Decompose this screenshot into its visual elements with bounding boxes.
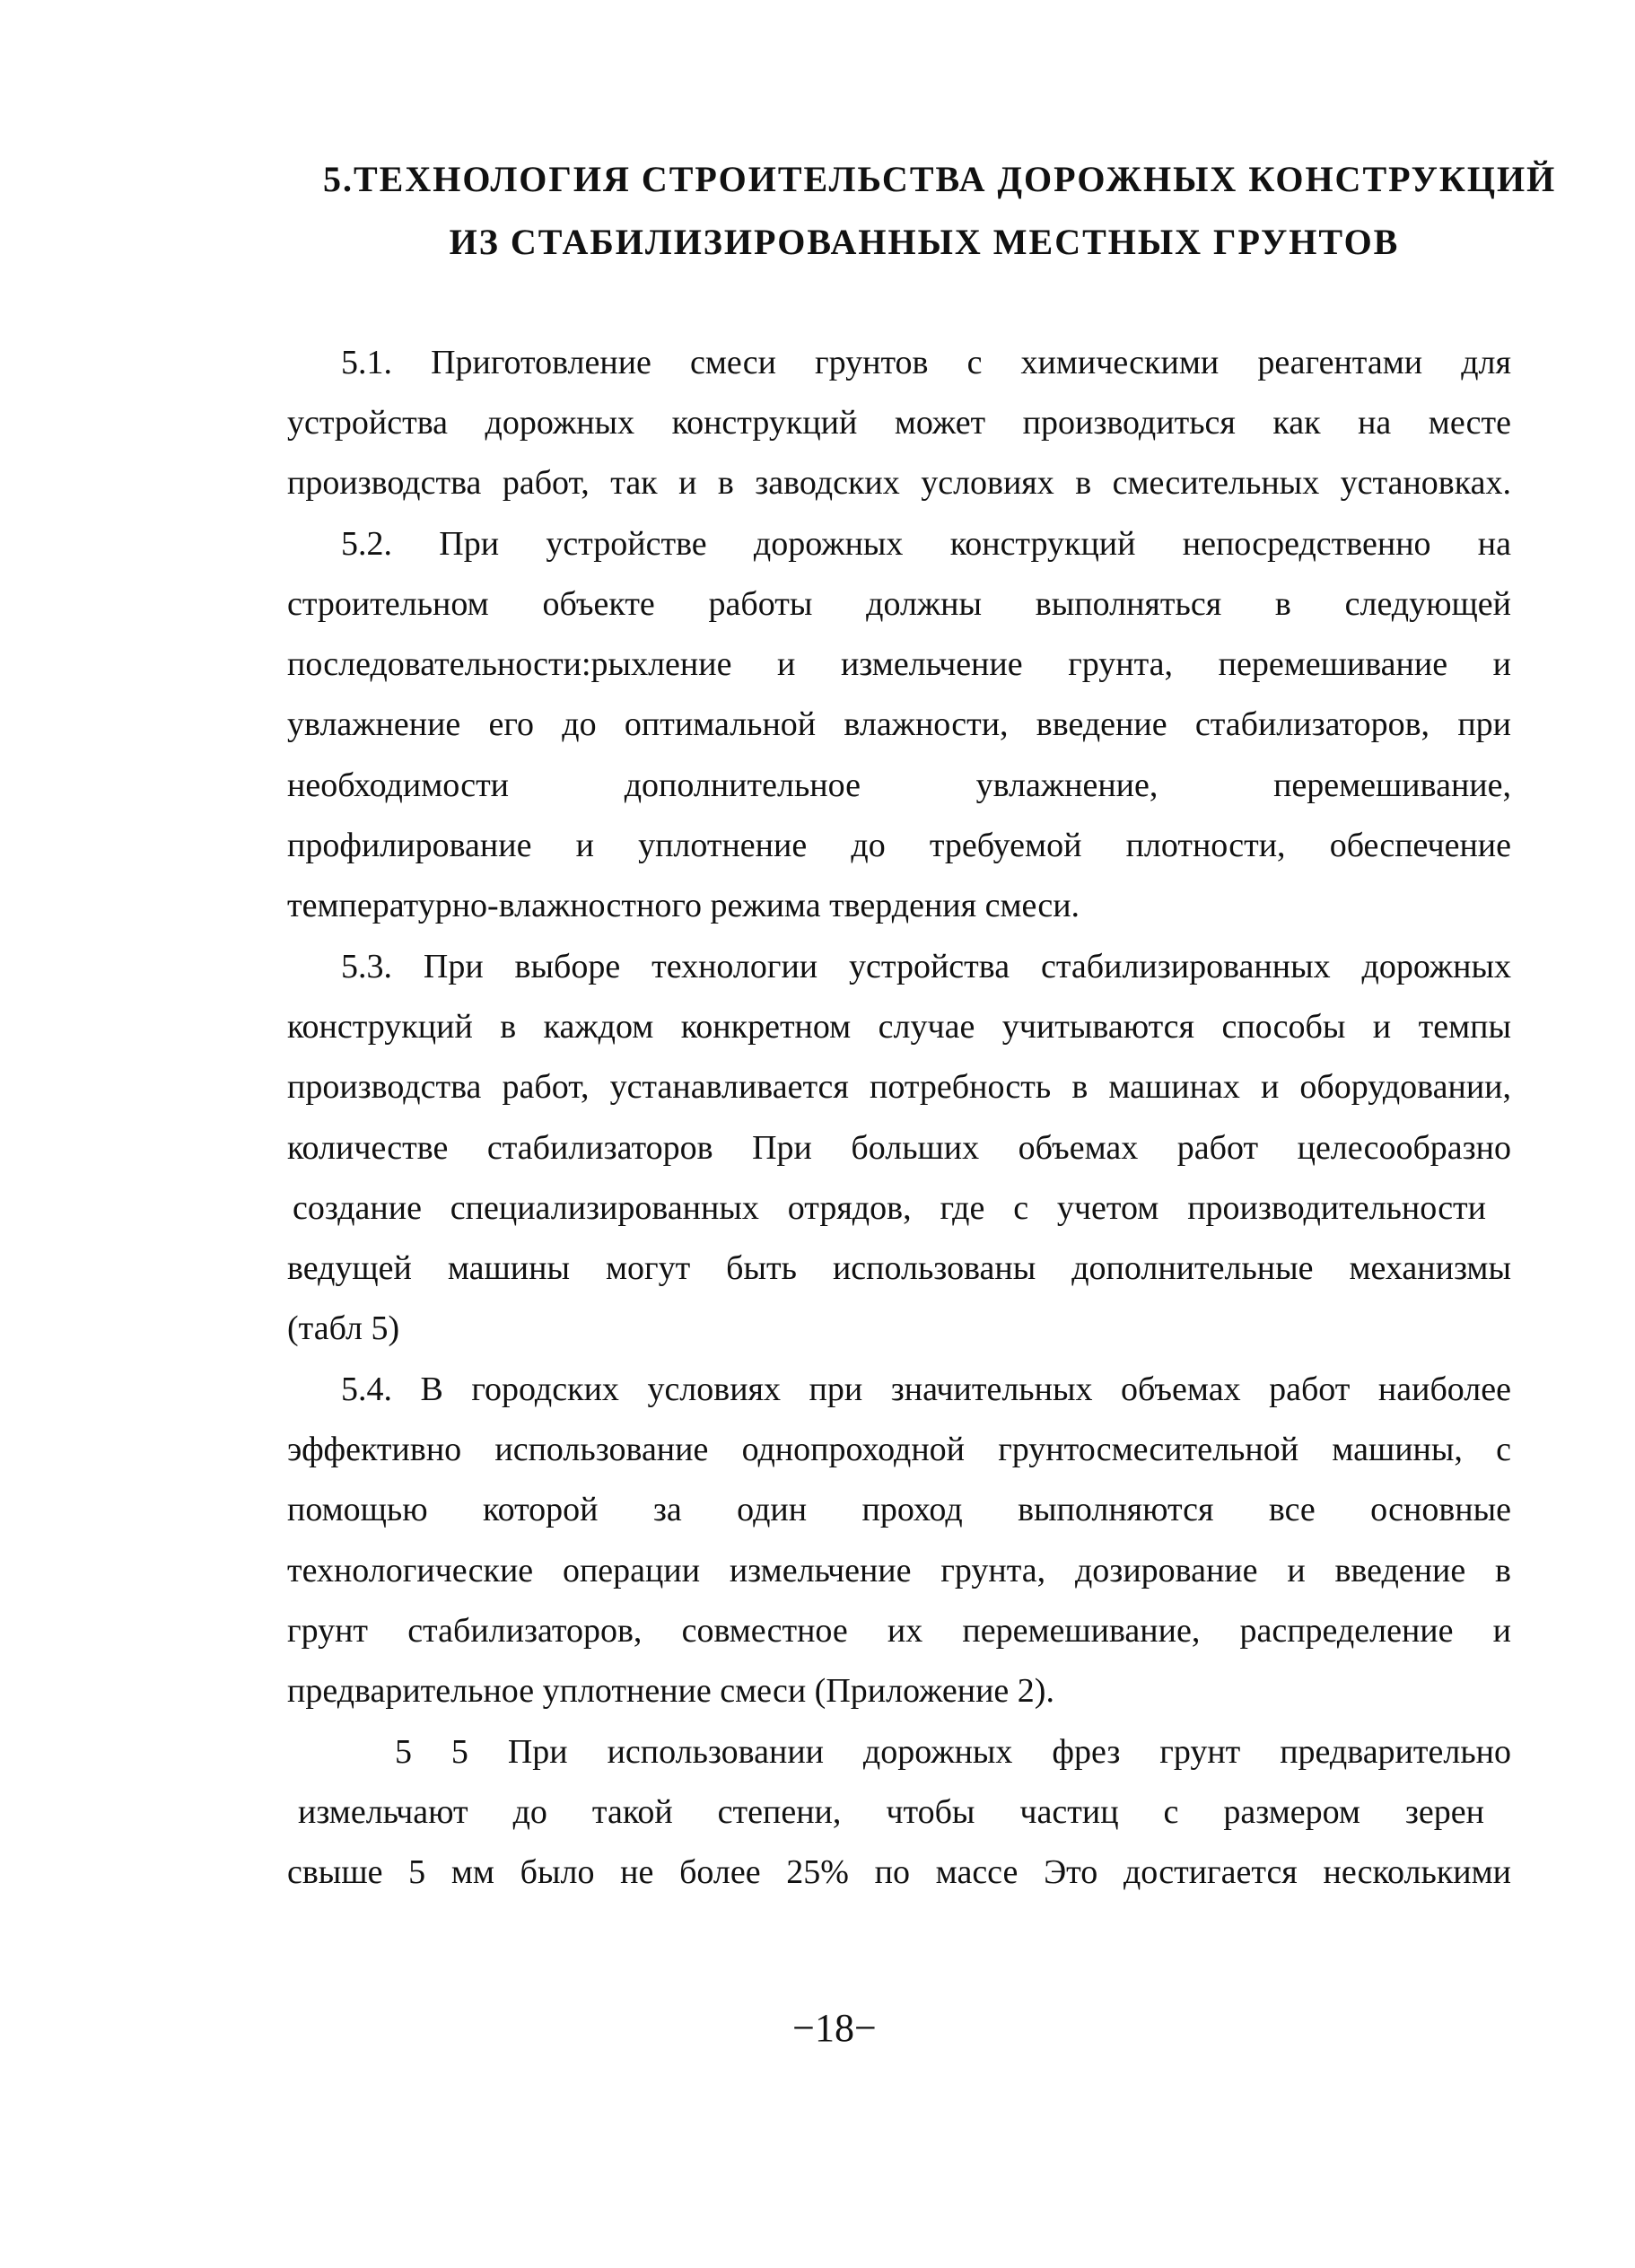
paragraph-5-2-line-7: температурно-влажностного режима твердения смеси. <box>287 887 1080 924</box>
paragraph-5-4-line-4: технологические операции измельчение грунта, дозирование и введение в <box>287 1552 1511 1589</box>
paragraph-5-5-line-3: свыше 5 мм было не более 25% по массе Это достигается несколькими <box>287 1853 1511 1891</box>
paragraph-5-4-line-2: эффективно использование однопроходной грунтосмесительной машины, с <box>287 1431 1511 1468</box>
paragraph-5-3-line-7: (табл 5) <box>287 1309 400 1347</box>
paragraph-5-1-line-3: производства работ, так и в заводских условиях в смесительных установках. <box>287 464 1511 502</box>
paragraph-5-2-line-1: 5.2. При устройстве дорожных конструкций непосредственно на <box>341 525 1511 563</box>
paragraph-5-3-line-1: 5.3. При выборе технологии устройства стабилизированных дорожных <box>341 948 1511 985</box>
paragraph-5-1-line-1: 5.1. Приготовление смеси грунтов с химическими реагентами для <box>341 344 1511 381</box>
paragraph-5-5-line-1: 5 5 При использовании дорожных фрез грунт предварительно <box>395 1733 1511 1771</box>
paragraph-5-2-line-2: строительном объекте работы должны выполняться в следующей <box>287 585 1511 623</box>
paragraph-5-4-line-5: грунт стабилизаторов, совместное их перемешивание, распределение и <box>287 1612 1511 1650</box>
paragraph-5-2-line-3: последовательности:рыхление и измельчение грунта, перемешивание и <box>287 645 1511 683</box>
page-number: −18− <box>792 2006 877 2050</box>
paragraph-5-5-line-2: измельчают до такой степени, чтобы частиц с размером зерен <box>298 1793 1484 1831</box>
paragraph-5-4-line-1: 5.4. В городских условиях при значительных объемах работ наиболее <box>341 1370 1511 1408</box>
paragraph-5-2-line-6: профилирование и уплотнение до требуемой плотности, обеспечение <box>287 827 1511 864</box>
paragraph-5-3-line-4: количестве стабилизаторов При больших объемах работ целесообразно <box>287 1129 1511 1167</box>
paragraph-5-3-line-5: создание специализированных отрядов, где с учетом производительности <box>293 1189 1486 1227</box>
paragraph-5-4-line-3: помощью которой за один проход выполняются все основные <box>287 1491 1511 1528</box>
paragraph-5-2-line-4: увлажнение его до оптимальной влажности, введение стабилизаторов, при <box>287 705 1511 743</box>
paragraph-5-3-line-6: ведущей машины могут быть использованы дополнительные механизмы <box>287 1249 1511 1287</box>
paragraph-5-2-line-5: необходимости дополнительное увлажнение, перемешивание, <box>287 766 1511 804</box>
section-title-line-1: 5.ТЕХНОЛОГИЯ СТРОИТЕЛЬСТВА ДОРОЖНЫХ КОНСТРУКЦИЙ <box>323 159 1557 199</box>
paragraph-5-3-line-3: производства работ, устанавливается потребность в машинах и оборудовании, <box>287 1068 1511 1106</box>
paragraph-5-1-line-2: устройства дорожных конструкций может производиться как на месте <box>287 404 1511 442</box>
paragraph-5-4-line-6: предварительное уплотнение смеси (Приложение 2). <box>287 1672 1054 1710</box>
section-title-line-2: ИЗ СТАБИЛИЗИРОВАННЫХ МЕСТНЫХ ГРУНТОВ <box>449 222 1400 262</box>
paragraph-5-3-line-2: конструкций в каждом конкретном случае учитываются способы и темпы <box>287 1008 1511 1046</box>
